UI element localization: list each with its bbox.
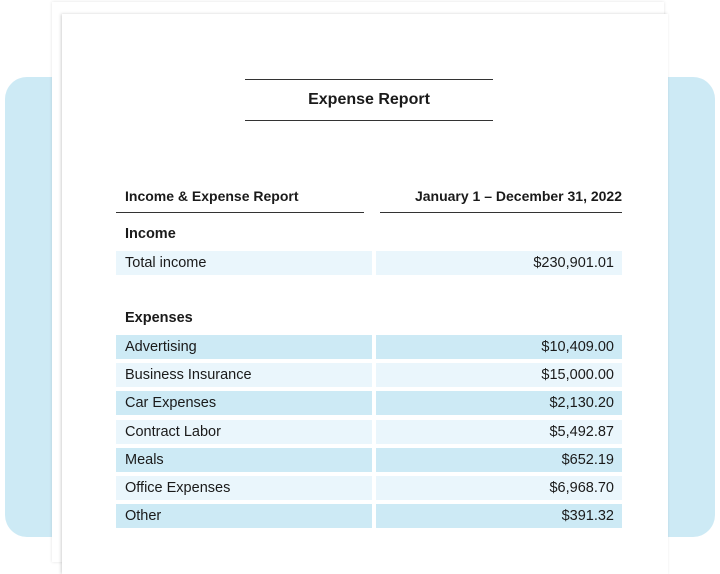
row-label: Meals bbox=[116, 448, 372, 472]
row-label: Office Expenses bbox=[116, 476, 372, 500]
expenses-heading: Expenses bbox=[125, 310, 193, 326]
row-value: $6,968.70 bbox=[376, 476, 622, 500]
header-report-name: Income & Expense Report bbox=[116, 185, 364, 213]
row-label: Car Expenses bbox=[116, 391, 372, 415]
table-row bbox=[116, 363, 622, 387]
table-row bbox=[116, 391, 622, 415]
row-label: Total income bbox=[116, 251, 372, 275]
table-row bbox=[116, 504, 622, 528]
row-value: $230,901.01 bbox=[376, 251, 622, 275]
row-value: $391.32 bbox=[376, 504, 622, 528]
row-value: $15,000.00 bbox=[376, 363, 622, 387]
table-row bbox=[116, 335, 622, 359]
row-value: $5,492.87 bbox=[376, 420, 622, 444]
row-value: $652.19 bbox=[376, 448, 622, 472]
income-heading: Income bbox=[125, 226, 176, 242]
row-value: $2,130.20 bbox=[376, 391, 622, 415]
row-label: Advertising bbox=[116, 335, 372, 359]
table-row bbox=[116, 448, 622, 472]
row-value: $10,409.00 bbox=[376, 335, 622, 359]
header-date-range: January 1 – December 31, 2022 bbox=[380, 185, 622, 213]
table-row bbox=[116, 420, 622, 444]
report-title: Expense Report bbox=[245, 79, 493, 121]
table-row bbox=[116, 476, 622, 500]
row-label: Business Insurance bbox=[116, 363, 372, 387]
table-row bbox=[116, 251, 622, 275]
row-label: Other bbox=[116, 504, 372, 528]
row-label: Contract Labor bbox=[116, 420, 372, 444]
